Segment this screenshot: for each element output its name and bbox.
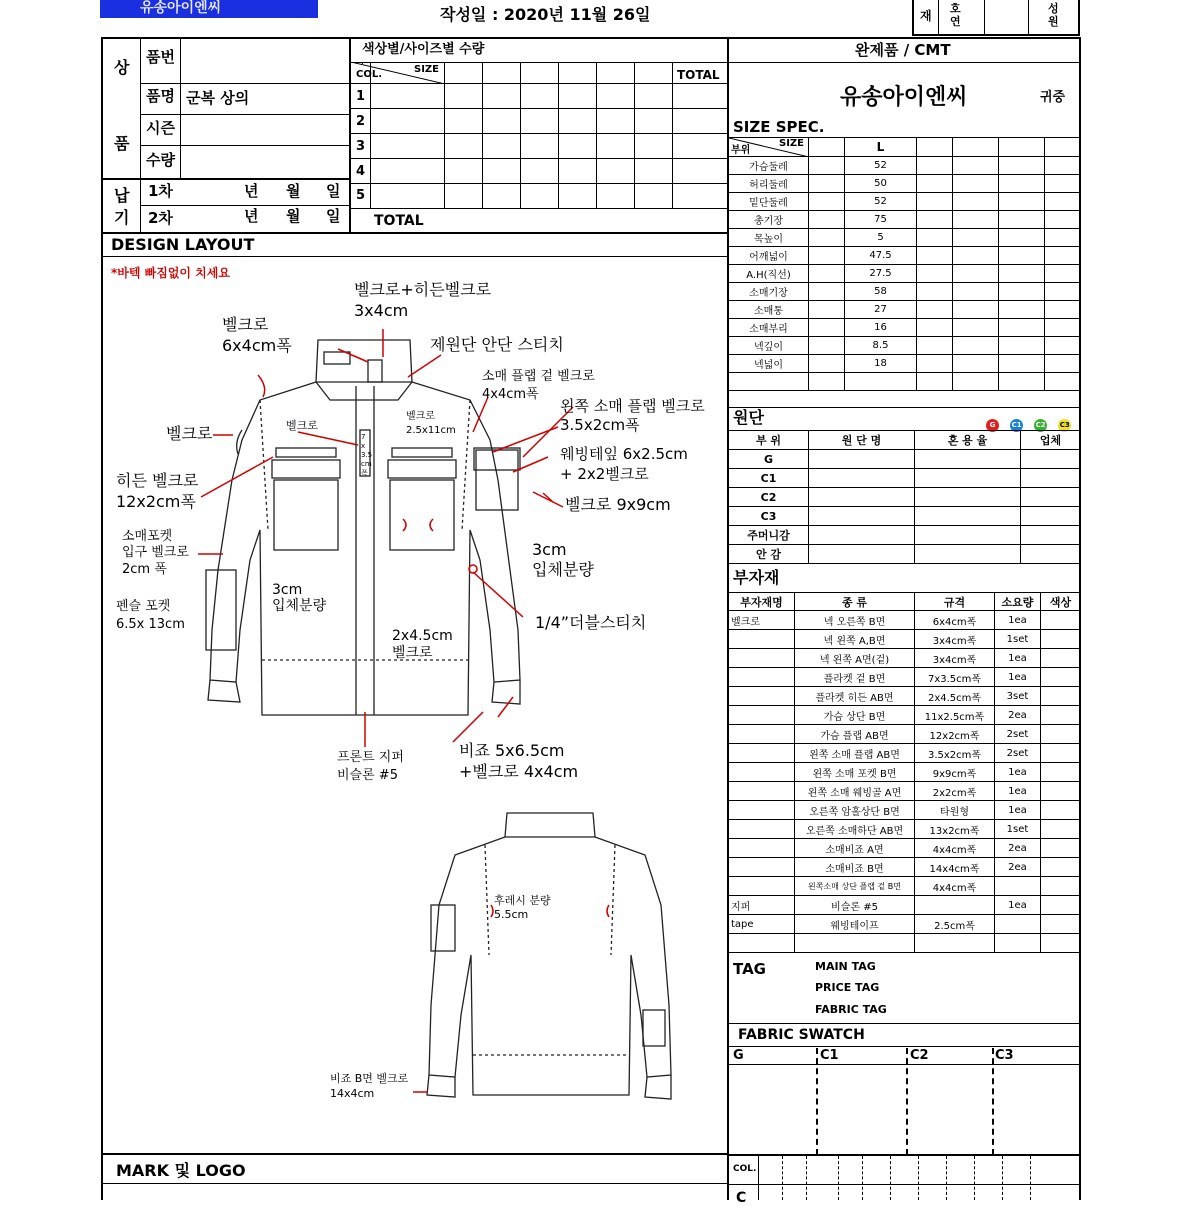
note-left-flap-2: 3.5x2cm폭: [560, 416, 640, 434]
date-label: 작성일 : 2020년 11월 26일: [440, 5, 651, 24]
trims-spec: 6x4cm폭: [915, 611, 995, 630]
swatch-col-g: G: [733, 1048, 744, 1063]
product-label-season: 시즌: [146, 119, 175, 137]
note-hidden-velcro-2: 12x2cm폭: [116, 492, 196, 511]
size-spec-value: 8.5: [845, 337, 917, 355]
trims-rows: [729, 611, 1081, 953]
size-spec-value: 47.5: [845, 247, 917, 265]
note-placket-velcro-1: 2x4.5cm: [392, 628, 453, 644]
approval-cell-3: 성 원: [1048, 2, 1059, 28]
trims-spec: 12x2cm폭: [915, 725, 995, 744]
trims-spec: [915, 896, 995, 915]
note-sleeve-flap-2: 4x4cm폭: [482, 387, 539, 402]
quantity-title: 색상별/사이즈별 수량: [362, 42, 485, 57]
trims-qty: 1ea: [995, 801, 1041, 820]
trims-kind: 왼쪽소매 상단 플랩 겉 B면: [795, 877, 915, 896]
trims-qty: 2set: [995, 744, 1041, 763]
note-placket-velcro-2: 벨크로: [392, 645, 433, 661]
note-velcro-shoulder: 벨크로: [166, 424, 213, 443]
delivery-1-month: 월: [286, 182, 301, 200]
swatch-col-c2: C2: [910, 1048, 929, 1063]
trims-spec: 3.5x2cm폭: [915, 744, 995, 763]
size-spec-row: [729, 175, 1081, 193]
size-spec-value: 16: [845, 319, 917, 337]
quantity-footer-total: TOTAL: [374, 213, 424, 229]
trims-kind: 왼쪽 소매 플랩 AB면: [795, 744, 915, 763]
note-velcro-neck-2: 6x4cm폭: [222, 336, 292, 355]
trims-row: [729, 782, 1081, 801]
fabric-header-mix: 혼 용 율: [915, 431, 1021, 450]
trims-qty: 3set: [995, 687, 1041, 706]
badge-c3-icon: C3: [1058, 419, 1071, 432]
size-spec-value: 75: [845, 211, 917, 229]
trims-spec: 7x3.5cm폭: [915, 668, 995, 687]
trims-row: [729, 820, 1081, 839]
note-cuff-back-1: 비죠 B면 벨크로: [330, 1072, 409, 1085]
trims-qty: 1ea: [995, 896, 1041, 915]
size-spec-part: 총기장: [729, 211, 809, 229]
mark-col-label: COL.: [733, 1164, 757, 1174]
trims-qty: 1ea: [995, 763, 1041, 782]
note-velcro-9: 벨크로 9x9cm: [565, 495, 671, 514]
note-back-volume-2: 5.5cm: [494, 908, 529, 921]
trims-name: [729, 763, 795, 782]
approval-label: 재: [920, 9, 932, 23]
trims-header-name: 부자재명: [729, 593, 795, 611]
trims-qty: 2ea: [995, 839, 1041, 858]
trims-row: [729, 858, 1081, 877]
note-sleeve-pocket-2: 입구 벨크로: [122, 545, 189, 560]
company-tab: [100, 0, 318, 18]
note-velcro-hidden-2: 3x4cm: [354, 301, 409, 320]
trims-name: [729, 858, 795, 877]
quantity-col-label: COL.: [356, 69, 383, 80]
trims-name: [729, 839, 795, 858]
note-hidden-velcro-1: 히든 벨크로: [116, 471, 199, 490]
fabric-badges: [984, 412, 1074, 428]
size-spec-row: [729, 337, 1081, 355]
note-webbing-1: 웨빙테잎 6x2.5cm: [560, 445, 688, 463]
trims-name: [729, 801, 795, 820]
trims-spec: 타원형: [915, 801, 995, 820]
size-spec-row: [729, 265, 1081, 283]
trims-kind: 왼쪽 소매 웨빙골 A면: [795, 782, 915, 801]
mark-bottom-label: C: [736, 1190, 747, 1206]
trims-title: 부자재: [733, 568, 780, 587]
size-spec-row: [729, 247, 1081, 265]
trims-row: [729, 706, 1081, 725]
trims-kind: 웨빙테이프: [795, 915, 915, 934]
note-chest-velcro-right-2: 2.5x11cm: [406, 425, 456, 436]
trims-header-qty: 소요량: [995, 593, 1041, 611]
note-zipper-1: 프론트 지퍼: [337, 750, 404, 765]
size-spec-row: [729, 211, 1081, 229]
size-spec-value: 50: [845, 175, 917, 193]
trims-qty: 1ea: [995, 782, 1041, 801]
annotation-leaders: [103, 257, 728, 1100]
note-back-volume-1: 후레시 분량: [494, 894, 551, 907]
note-volume-right-1: 3cm: [532, 540, 567, 559]
trims-name: [729, 649, 795, 668]
swatch-title: FABRIC SWATCH: [738, 1027, 865, 1043]
fabric-part: C2: [729, 488, 809, 507]
size-spec-value: 5: [845, 229, 917, 247]
trims-kind: 가슴 플랩 AB면: [795, 725, 915, 744]
product-value-name: 군복 상의: [186, 89, 250, 107]
trims-name: [729, 934, 795, 953]
note-collar-stitch: 제원단 안단 스티치: [430, 335, 564, 354]
company-tab-label: 유송아이엔씨: [140, 0, 222, 16]
size-spec-part: 밑단둘레: [729, 193, 809, 211]
size-spec-row: [729, 319, 1081, 337]
fabric-part: C1: [729, 469, 809, 488]
trims-row: [729, 801, 1081, 820]
badge-c2-icon: C2: [1034, 419, 1047, 432]
trims-kind: 오른쪽 소매하단 AB면: [795, 820, 915, 839]
quantity-size-label: SIZE: [414, 64, 440, 75]
trims-header-color: 색상: [1041, 593, 1081, 611]
trims-qty: 2ea: [995, 706, 1041, 725]
swatch-col-c1: C1: [820, 1048, 839, 1063]
quantity-row-2: 2: [356, 114, 366, 129]
fabric-header-part: 부 위: [729, 431, 809, 450]
trims-row: [729, 877, 1081, 896]
delivery-1-year: 년: [244, 182, 259, 200]
trims-kind: 넥 왼쪽 A,B면: [795, 630, 915, 649]
trims-spec: 14x4cm폭: [915, 858, 995, 877]
trims-name: 벨크로: [729, 611, 795, 630]
trims-kind: 플라켓 히든 AB면: [795, 687, 915, 706]
trims-name: [729, 877, 795, 896]
fabric-title: 원단: [733, 408, 764, 427]
note-volume-left-1: 3cm: [272, 582, 303, 598]
note-chest-velcro-right-1: 벨크로: [406, 411, 435, 422]
trims-kind: 가슴 상단 B면: [795, 706, 915, 725]
trims-kind: 소매비죠 A면: [795, 839, 915, 858]
delivery-side: 납 기: [114, 186, 130, 227]
tag-title: TAG: [733, 960, 766, 978]
trims-spec: 11x2.5cm폭: [915, 706, 995, 725]
note-placket-small: 7 x 3.5 cm 폭: [361, 433, 373, 477]
note-sleeve-pocket-1: 소매포켓: [122, 529, 173, 544]
fabric-row: [729, 488, 1081, 507]
trims-name: tape: [729, 915, 795, 934]
size-spec-value: 58: [845, 283, 917, 301]
mark-title: MARK 및 LOGO: [116, 1161, 246, 1180]
size-spec-row: [729, 283, 1081, 301]
tag-price: PRICE TAG: [815, 981, 880, 994]
size-spec-part: 목높이: [729, 229, 809, 247]
approval-cell-1: 호 연: [950, 2, 961, 28]
note-webbing-2: + 2x2벨크로: [560, 465, 649, 483]
trims-spec: 4x4cm폭: [915, 877, 995, 896]
fabric-part: G: [729, 450, 809, 469]
size-spec-value: 52: [845, 157, 917, 175]
trims-kind: 넥 오른쪽 B면: [795, 611, 915, 630]
size-spec-value: 52: [845, 193, 917, 211]
quantity-row-4: 4: [356, 164, 366, 179]
approval-box: [912, 0, 1080, 36]
fabric-row: [729, 469, 1081, 488]
trims-table: [728, 592, 1081, 953]
trims-name: [729, 706, 795, 725]
trims-name: [729, 668, 795, 687]
trims-kind: 왼쪽 소매 포켓 B면: [795, 763, 915, 782]
trims-spec: 3x4cm폭: [915, 630, 995, 649]
fabric-row: [729, 450, 1081, 469]
delivery-2-label: 2차: [148, 209, 173, 227]
swatch-col-c3: C3: [995, 1048, 1014, 1063]
size-spec-row: [729, 193, 1081, 211]
trims-qty: 1set: [995, 820, 1041, 839]
design-warning: *바텍 빠짐없이 치세요: [111, 266, 230, 280]
trims-row: [729, 896, 1081, 915]
note-cuff-2: +벨크로 4x4cm: [459, 762, 579, 781]
right-title: 완제품 / CMT: [855, 41, 951, 59]
note-chest-velcro-left: 벨크로: [286, 419, 318, 432]
product-label-name: 품명: [146, 87, 175, 105]
trims-name: [729, 725, 795, 744]
fabric-rows: [729, 450, 1081, 564]
trims-kind: [795, 934, 915, 953]
trims-header-kind: 종 류: [795, 593, 915, 611]
size-spec-part: 허리둘레: [729, 175, 809, 193]
quantity-row-5: 5: [356, 188, 366, 203]
tag-main: MAIN TAG: [815, 960, 876, 973]
size-spec-part: 소매통: [729, 301, 809, 319]
fabric-part: C3: [729, 507, 809, 526]
trims-qty: 1set: [995, 630, 1041, 649]
delivery-2-month: 월: [286, 207, 301, 225]
size-spec-part: 소매부리: [729, 319, 809, 337]
size-spec-part: 어깨넓이: [729, 247, 809, 265]
size-spec-part: 가슴둘레: [729, 157, 809, 175]
trims-kind: 넥 왼쪽 A면(겉): [795, 649, 915, 668]
trims-kind: 소매비죠 B면: [795, 858, 915, 877]
fabric-header-vendor: 업체: [1021, 431, 1081, 450]
size-spec-value: 27.5: [845, 265, 917, 283]
size-spec-value: 18: [845, 355, 917, 373]
trims-row: [729, 934, 1081, 953]
design-title: DESIGN LAYOUT: [111, 235, 255, 254]
size-spec-row: [729, 157, 1081, 175]
trims-row: [729, 763, 1081, 782]
size-spec-table: [728, 137, 1081, 391]
tag-fabric: FABRIC TAG: [815, 1003, 887, 1016]
delivery-2-year: 년: [244, 207, 259, 225]
trims-spec: [915, 934, 995, 953]
quantity-total-label: TOTAL: [677, 68, 720, 82]
trims-row: [729, 915, 1081, 934]
trims-kind: 플라켓 겉 B면: [795, 668, 915, 687]
trims-name: 지퍼: [729, 896, 795, 915]
note-zipper-2: 비슬론 #5: [337, 768, 398, 783]
size-spec-size-value: L: [845, 138, 917, 157]
delivery-1-day: 일: [326, 182, 341, 200]
trims-qty: [995, 915, 1041, 934]
product-side-2: 품: [114, 134, 130, 153]
trims-row: [729, 839, 1081, 858]
trims-row: [729, 668, 1081, 687]
trims-qty: [995, 934, 1041, 953]
note-sleeve-pocket-3: 2cm 폭: [122, 562, 167, 577]
fabric-table: [728, 430, 1081, 564]
note-velcro-neck-1: 벨크로: [222, 315, 269, 334]
note-left-flap-1: 왼쪽 소매 플랩 벨크로: [560, 397, 705, 415]
fabric-part: 주머니감: [729, 526, 809, 545]
trims-qty: 2ea: [995, 858, 1041, 877]
note-cuff-1: 비죠 5x6.5cm: [459, 741, 565, 760]
fabric-part: 안 감: [729, 545, 809, 564]
note-volume-left-2: 입체분량: [272, 598, 327, 614]
trims-row: [729, 687, 1081, 706]
size-spec-size-label: SIZE: [779, 138, 805, 149]
trims-name: [729, 687, 795, 706]
trims-row: [729, 744, 1081, 763]
trims-spec: 3x4cm폭: [915, 649, 995, 668]
size-spec-row: [729, 355, 1081, 373]
size-spec-part-label: 부위: [731, 145, 751, 156]
trims-name: [729, 782, 795, 801]
badge-c1-icon: C1: [1010, 419, 1023, 432]
note-velcro-hidden-1: 벨크로+히든벨크로: [354, 280, 492, 299]
size-spec-value: 27: [845, 301, 917, 319]
trims-row: [729, 611, 1081, 630]
note-pen-pocket-2: 6.5x 13cm: [116, 617, 185, 632]
trims-qty: 1ea: [995, 611, 1041, 630]
fabric-row: [729, 507, 1081, 526]
quantity-row-1: 1: [356, 89, 366, 104]
trims-name: [729, 630, 795, 649]
size-spec-row: [729, 229, 1081, 247]
trims-spec: 2.5cm폭: [915, 915, 995, 934]
badge-g-icon: G: [986, 419, 999, 432]
trims-spec: 2x2cm폭: [915, 782, 995, 801]
quantity-row-3: 3: [356, 139, 366, 154]
product-side-1: 상: [114, 58, 130, 77]
size-spec-part: 넥깊이: [729, 337, 809, 355]
trims-row: [729, 649, 1081, 668]
size-spec-part: A.H(직선): [729, 265, 809, 283]
note-sleeve-flap-1: 소매 플랩 겉 벨크로: [482, 369, 595, 384]
trims-kind: 비슬론 #5: [795, 896, 915, 915]
trims-qty: 1ea: [995, 668, 1041, 687]
note-double-stitch: 1/4”더블스티치: [535, 613, 647, 632]
size-spec-rows: [729, 157, 1081, 391]
size-spec-row: [729, 301, 1081, 319]
trims-spec: 2x4.5cm폭: [915, 687, 995, 706]
trims-name: [729, 820, 795, 839]
note-cuff-back-2: 14x4cm: [330, 1087, 375, 1100]
trims-spec: 13x2cm폭: [915, 820, 995, 839]
size-spec-part: 소매기장: [729, 283, 809, 301]
delivery-1-label: 1차: [148, 182, 173, 200]
fabric-row: [729, 526, 1081, 545]
trims-name: [729, 744, 795, 763]
trims-kind: 오른쪽 암홀상단 B면: [795, 801, 915, 820]
trims-spec: 4x4cm폭: [915, 839, 995, 858]
note-volume-right-2: 입체분량: [532, 560, 594, 579]
trims-row: [729, 725, 1081, 744]
product-label-number: 품번: [146, 48, 175, 66]
note-pen-pocket-1: 펜슬 포켓: [116, 599, 171, 614]
delivery-2-day: 일: [326, 207, 341, 225]
trims-spec: 9x9cm폭: [915, 763, 995, 782]
right-company: 유송아이엔씨: [840, 85, 968, 110]
fabric-row: [729, 545, 1081, 564]
fabric-header-name: 원 단 명: [809, 431, 915, 450]
product-label-qty: 수량: [146, 151, 175, 169]
trims-header-spec: 규격: [915, 593, 995, 611]
right-honorific: 귀중: [1040, 90, 1066, 105]
size-spec-part: 넥넓이: [729, 355, 809, 373]
trims-row: [729, 630, 1081, 649]
trims-qty: 2set: [995, 725, 1041, 744]
trims-qty: 1ea: [995, 649, 1041, 668]
size-spec-title: SIZE SPEC.: [733, 118, 825, 136]
trims-qty: [995, 877, 1041, 896]
